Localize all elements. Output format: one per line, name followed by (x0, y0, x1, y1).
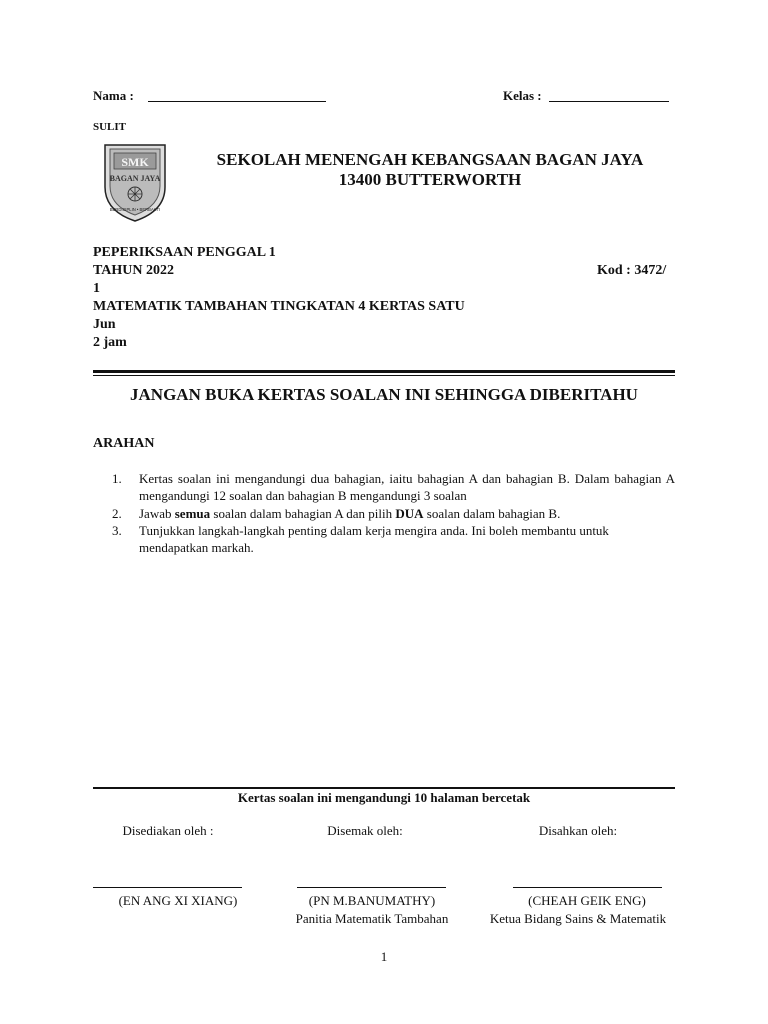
instruction-number: 2. (112, 506, 122, 521)
approved-by-name: (CHEAH GEIK ENG) (528, 893, 646, 908)
exam-subject: MATEMATIK TAMBAHAN TINGKATAN 4 KERTAS SATU (93, 299, 465, 314)
logo-text-top: SMK (121, 155, 149, 169)
checked-by-label: Disemak oleh: (327, 823, 403, 838)
emphasis-two: DUA (395, 506, 424, 521)
approved-by-label: Disahkan oleh: (538, 823, 618, 838)
instruction-text: Kertas soalan ini mengandungi dua bahagian, iaitu bahagian A dan bahagian B. Dalam bahagian A mengandungi 12 soalan dan bahagian B mengandungi 3 soalan (139, 471, 675, 503)
instruction-text: Tunjukkan langkah-langkah penting dalam kerja mengira anda. Ini boleh membantu untuk mendapatkan markah. (139, 523, 609, 555)
school-address: 13400 BUTTERWORTH (338, 170, 522, 189)
footer-rule (93, 787, 675, 789)
sulit-label: SULIT (93, 121, 127, 133)
class-field-line[interactable] (549, 101, 669, 102)
logo-text-mid: BAGAN JAYA (109, 174, 161, 183)
exam-title: PEPERIKSAAN PENGGAL 1 (93, 245, 276, 260)
class-label: Kelas : (503, 88, 542, 103)
instruction-item (112, 522, 675, 556)
warning-text: JANGAN BUKA KERTAS SOALAN INI SEHINGGA DIBERITAHU (130, 385, 638, 404)
emphasis-all: semua (174, 506, 211, 521)
instruction-number: 3. (112, 523, 122, 538)
instruction-text: Jawab semua soalan dalam bahagian A dan pilih DUA soalan dalam bahagian B. (139, 506, 561, 521)
checked-by-name: (PN M.BANUMATHY) (308, 893, 436, 908)
school-name: SEKOLAH MENENGAH KEBANGSAAN BAGAN JAYA (216, 150, 644, 169)
prepared-signature-line[interactable] (93, 887, 242, 888)
exam-code-continued: 1 (93, 281, 100, 296)
prepared-by-name: (EN ANG XI XIANG) (118, 893, 238, 908)
school-logo (101, 143, 169, 223)
instruction-item (112, 470, 675, 504)
instruction-number: 1. (112, 471, 122, 486)
instruction-item (112, 505, 675, 522)
name-field-line[interactable] (148, 101, 326, 102)
logo-motto: BERDISIPLIN • BERBAKTI (109, 207, 161, 212)
header-rule-thin (93, 375, 675, 376)
page-number: 1 (380, 949, 388, 964)
exam-code: Kod : 3472/ (597, 263, 667, 278)
prepared-by-label: Disediakan oleh : (122, 823, 214, 838)
checked-signature-line[interactable] (297, 887, 446, 888)
approved-by-role: Ketua Bidang Sains & Matematik (489, 911, 667, 926)
approved-signature-line[interactable] (513, 887, 662, 888)
checked-by-role: Panitia Matematik Tambahan (295, 911, 449, 926)
exam-month: Jun (93, 317, 116, 332)
instructions-heading: ARAHAN (93, 436, 155, 451)
exam-duration: 2 jam (93, 335, 127, 350)
exam-year: TAHUN 2022 (93, 263, 175, 278)
name-label: Nama : (93, 88, 134, 103)
header-rule-thick (93, 370, 675, 373)
page-count-note: Kertas soalan ini mengandungi 10 halaman bercetak (237, 790, 531, 805)
